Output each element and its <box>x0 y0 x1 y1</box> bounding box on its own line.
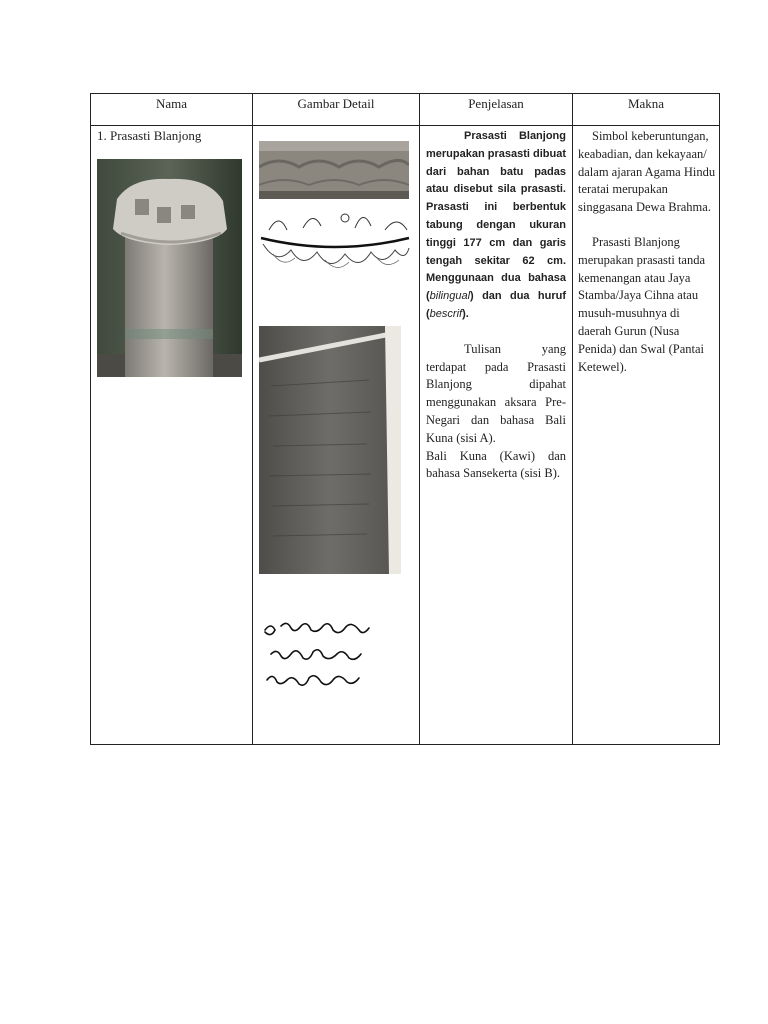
penjelasan-p1-end: ). <box>462 307 469 320</box>
inscription-stone-photo <box>259 326 401 574</box>
table-row <box>91 126 720 745</box>
header-makna: Makna <box>573 94 720 126</box>
makna-paragraph-2 <box>578 234 716 376</box>
cell-makna <box>573 126 720 745</box>
penjelasan-paragraph-3: Bali Kuna (Kawi) dan bahasa Sansekerta (sisi B). <box>426 448 566 481</box>
lotus-relief-photo <box>259 141 409 199</box>
term-bescrif: bescrif <box>429 307 463 320</box>
penjelasan-p2: Tulisan yang terdapat pada Prasasti Blanjong dipahat menggunakan aksara Pre-Negari dan bahasa Bali Kuna (sisi A). <box>426 341 566 445</box>
header-nama: Nama <box>91 94 253 126</box>
pillar-photo <box>97 159 242 377</box>
penjelasan-p1-start: Prasasti Blanjong merupakan prasasti dibuat dari bahan batu padas atau disebut sila prasasti. Prasasti ini berbentuk tabung dengan ukuran tinggi 177 cm dan garis tengah sekitar 62 cm. Menggunaan dua bahasa ( <box>426 130 566 303</box>
old-script-sample <box>261 616 401 706</box>
table-header-row <box>91 94 720 126</box>
cell-penjelasan <box>420 126 573 745</box>
term-bilingual: bilingual <box>429 290 471 303</box>
penjelasan-p1-mid: ) dan dua huruf ( <box>426 290 566 320</box>
cell-gambar-detail <box>253 126 420 745</box>
penjelasan-paragraph-2 <box>426 341 566 448</box>
header-gambar-detail: Gambar Detail <box>253 94 420 126</box>
makna-paragraph-1 <box>578 128 716 217</box>
penjelasan-text <box>426 128 566 483</box>
penjelasan-paragraph-1 <box>426 128 566 324</box>
makna-text <box>578 128 716 376</box>
header-penjelasan: Penjelasan <box>420 94 573 126</box>
cell-nama <box>91 126 253 745</box>
makna-p2: Prasasti Blanjong merupakan prasasti tanda kemenangan atau Jaya Stamba/Jaya Cihna atau musuh-musuhnya di daerah Gurun (Nusa Penida) dan Swal (Pantai Ketewel). <box>578 234 706 374</box>
item-name: 1. Prasasti Blanjong <box>97 128 202 143</box>
makna-p1: Simbol keberuntungan, keabadian, dan kekayaan/ dalam ajaran Agama Hindu teratai merupakan singgasana Dewa Brahma. <box>578 129 716 215</box>
lotus-sketch <box>259 210 411 276</box>
info-table <box>90 93 720 745</box>
